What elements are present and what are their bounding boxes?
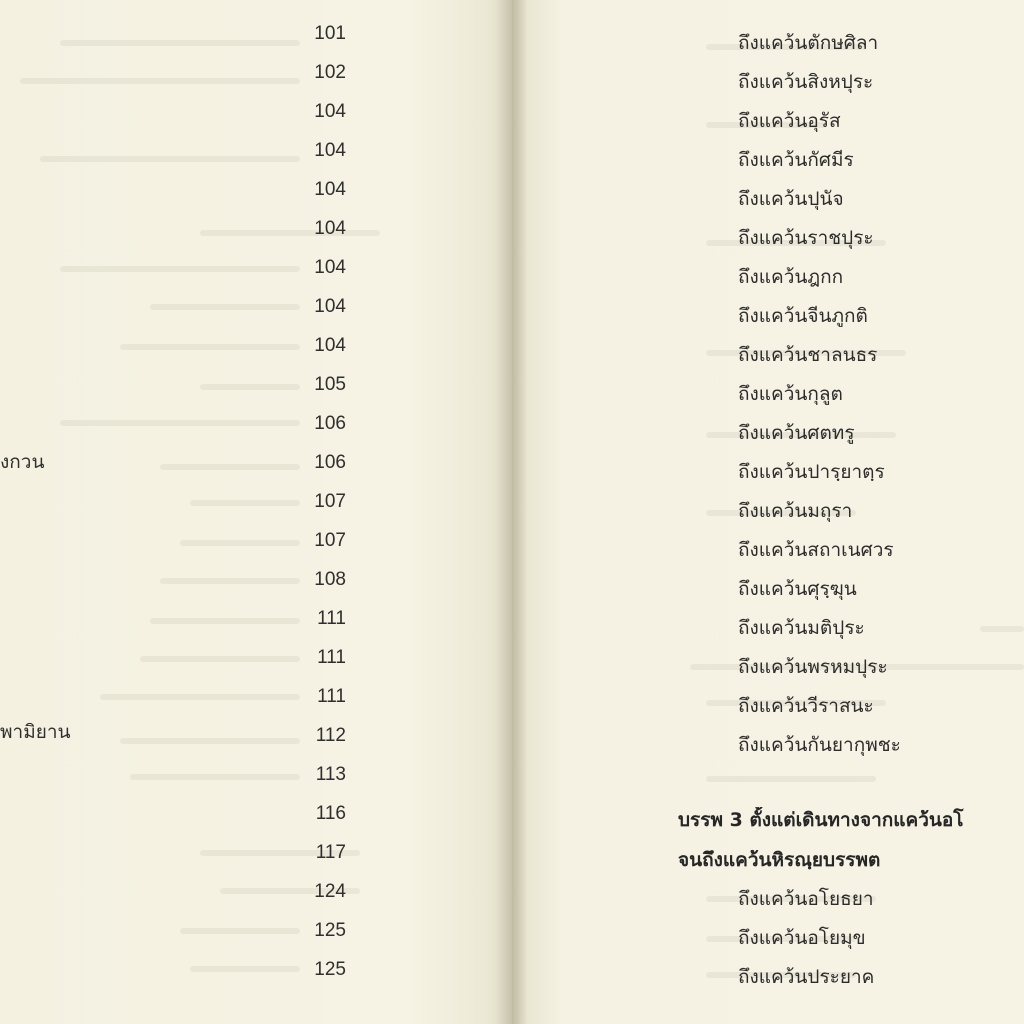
toc-entry: ถึงแคว้นอุรัส xyxy=(738,110,841,132)
page-number: 104 xyxy=(314,101,346,122)
section-heading: บรรพ 3 ตั้งแต่เดินทางจากแคว้นอโ xyxy=(678,809,964,831)
toc-entry: ถึงแคว้นสิงหปุระ xyxy=(738,71,874,93)
toc-entry: ถึงแคว้นกันยากุพชะ xyxy=(738,734,901,756)
toc-entry: ถึงแคว้นมติปุระ xyxy=(738,617,865,639)
page-number: 101 xyxy=(314,23,346,44)
toc-entry: ถึงแคว้นศุรฺฆุน xyxy=(738,578,857,600)
page-number: 108 xyxy=(314,569,346,590)
page-number: 116 xyxy=(315,803,346,824)
toc-entry: ถึงแคว้นกุลูต xyxy=(738,383,843,405)
toc-entry: ถึงแคว้นกัศมีร xyxy=(738,149,854,171)
toc-entry: ถึงแคว้นฎกก xyxy=(738,266,844,288)
page-number: 107 xyxy=(314,491,346,512)
left-text-fragment: พามิยาน xyxy=(0,721,71,743)
toc-entry: ถึงแคว้นราชปุระ xyxy=(738,227,874,249)
left-text-fragment: งกวน xyxy=(0,451,45,473)
page-number: 106 xyxy=(314,413,346,434)
page-number: 105 xyxy=(314,374,346,395)
page-number: 104 xyxy=(314,218,346,239)
page-number: 112 xyxy=(315,725,346,746)
page-number: 104 xyxy=(314,335,346,356)
page-number: 104 xyxy=(314,257,346,278)
toc-entry: ถึงแคว้นปุนัจ xyxy=(738,188,844,210)
toc-entry: ถึงแคว้นประยาค xyxy=(738,966,875,988)
toc-entry: ถึงแคว้นชาลนธร xyxy=(738,344,878,366)
page-number: 104 xyxy=(314,140,346,161)
page-number: 111 xyxy=(317,686,346,707)
page-number: 125 xyxy=(314,920,346,941)
toc-entry: ถึงแคว้นจีนภูกติ xyxy=(738,305,868,327)
toc-entry: ถึงแคว้นอโยมุข xyxy=(738,927,866,949)
page-number: 102 xyxy=(314,62,346,83)
page-number: 111 xyxy=(317,608,346,629)
page-number: 107 xyxy=(314,530,346,551)
toc-entry: ถึงแคว้นตักษศิลา xyxy=(738,32,879,54)
toc-entry: ถึงแคว้นมถุรา xyxy=(738,500,853,522)
page-number: 124 xyxy=(314,881,346,902)
toc-entry: ถึงแคว้นพรหมปุระ xyxy=(738,656,888,678)
page-number: 104 xyxy=(314,179,346,200)
toc-entry: ถึงแคว้นสถาเนศวร xyxy=(738,539,894,561)
toc-entry: ถึงแคว้นวีราสนะ xyxy=(738,695,874,717)
page-number: 111 xyxy=(317,647,346,668)
page-number: 113 xyxy=(315,764,346,785)
page-number: 125 xyxy=(314,959,346,980)
section-heading-subtitle: จนถึงแคว้นหิรณฺยบรรพต xyxy=(678,849,881,871)
toc-entry: ถึงแคว้นศตทรู xyxy=(738,422,855,444)
toc-entry: ถึงแคว้นปารฺยาตฺร xyxy=(738,461,885,483)
page-number: 117 xyxy=(315,842,346,863)
page-number: 106 xyxy=(314,452,346,473)
toc-entry: ถึงแคว้นอโยธยา xyxy=(738,888,874,910)
page-number: 104 xyxy=(314,296,346,317)
